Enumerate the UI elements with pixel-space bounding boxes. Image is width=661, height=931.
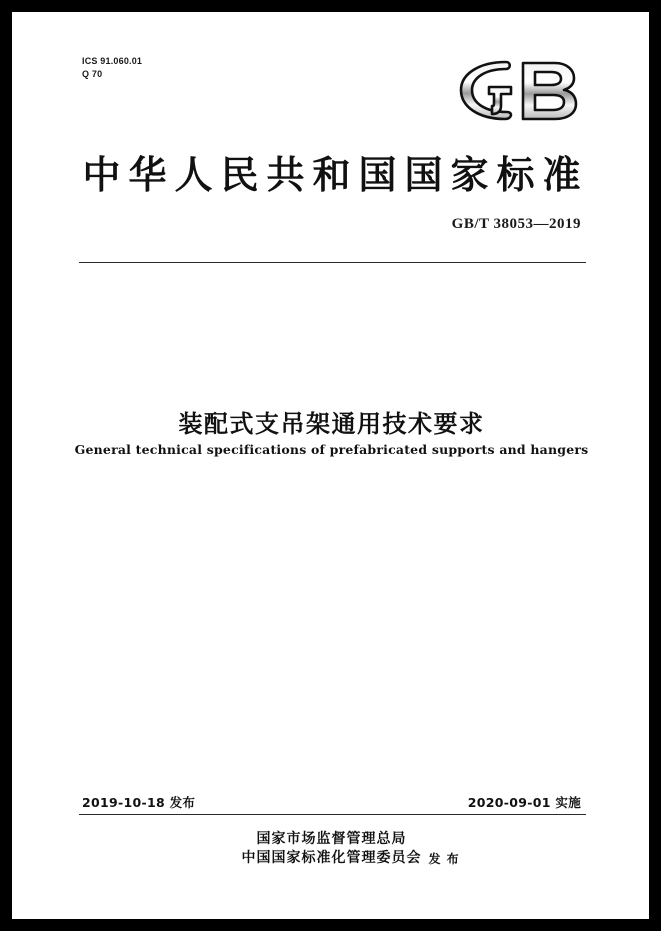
publisher-line-1: 国家市场监督管理总局 <box>256 831 407 847</box>
page-title: 中华人民共和国国家标准 <box>82 152 589 197</box>
document-title-chinese: 装配式支吊架通用技术要求 <box>178 410 485 438</box>
standard-number: GB/T 38053—2019 <box>451 216 581 232</box>
classification-code: Q 70 <box>82 69 103 79</box>
page-content-area <box>74 12 589 919</box>
publisher-lines <box>242 830 422 868</box>
header-divider <box>79 262 586 263</box>
issue-date: 2019-10-18 发布 <box>82 795 196 810</box>
publisher-names <box>241 830 460 868</box>
footer-divider <box>79 814 586 815</box>
implementation-date: 2020-09-01 实施 <box>467 795 581 810</box>
publisher-line-2: 中国国家标准化管理委员会 <box>241 850 422 866</box>
ics-block <box>82 55 142 81</box>
gb-emblem-icon <box>449 54 581 126</box>
ics-code: ICS 91.060.01 <box>82 56 143 66</box>
publisher-block <box>74 830 589 868</box>
document-title-english: General technical specifications of prefabricated supports and hangers <box>74 442 589 457</box>
publish-label: 发 布 <box>428 852 460 866</box>
document-page <box>12 12 649 919</box>
